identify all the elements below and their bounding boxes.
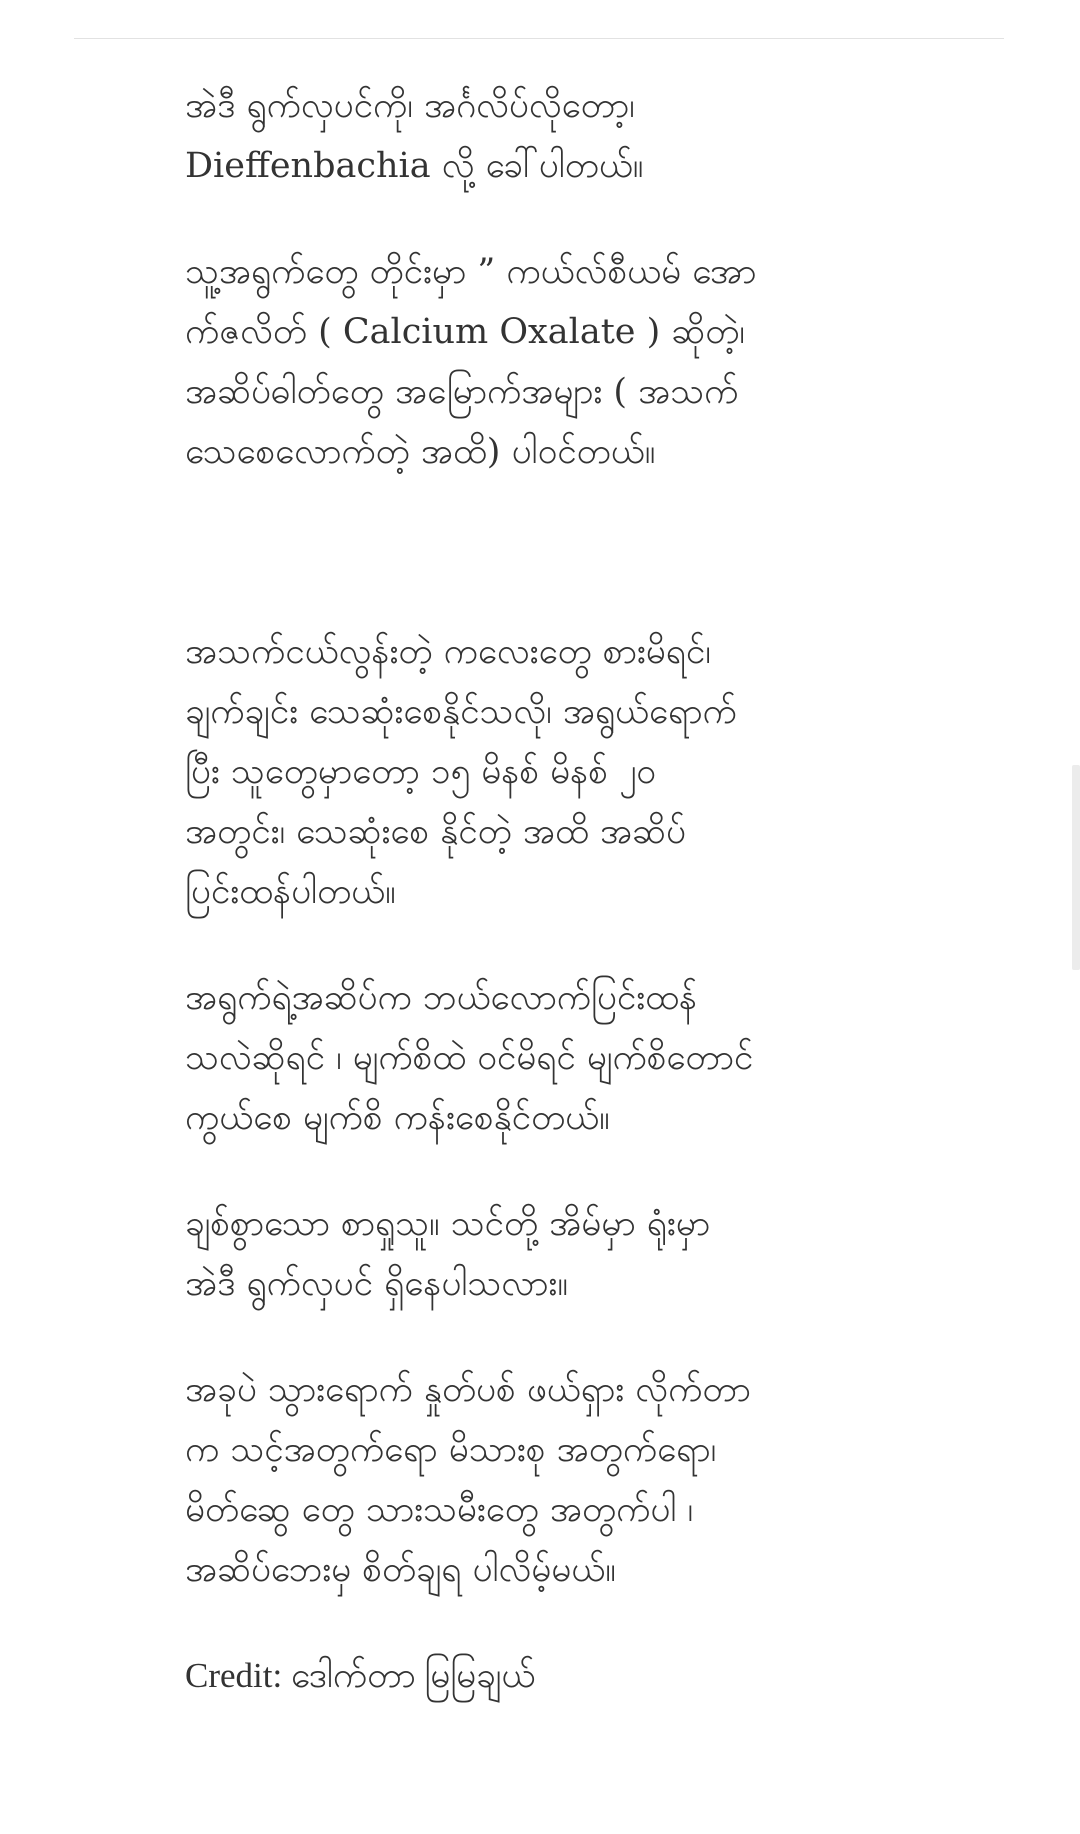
article-body xyxy=(185,76,925,1706)
scrollbar-thumb[interactable] xyxy=(1072,765,1080,970)
paragraph-plant-name: အဲဒီ ရွက်လှပင်ကို၊ အင်္ဂလိပ်လိုတော့၊ Dieffenbachia လို့ ခေါ်ပါတယ်။ xyxy=(185,86,644,186)
paragraph-question-reader: ချစ်စွာသော စာရှုသူ။ သင်တို့ အိမ်မှာ ရုံးမှာ အဲဒီ ရွက်လှပင် ရှိနေပါသလား။ xyxy=(185,1204,711,1304)
top-divider xyxy=(74,38,1004,39)
paragraph-eye-danger: အရွက်ရဲ့အဆိပ်က ဘယ်လောက်ပြင်းထန် သလဲဆိုရင် ၊ မျက်စိထဲ ဝင်မိရင် မျက်စိတောင် ကွယ်စေ မျက်စိ ကန်းစေနိုင်တယ်။ xyxy=(185,978,754,1138)
paragraph-advice: အခုပဲ သွားရောက် နှုတ်ပစ် ဖယ်ရှား လိုက်တာ က သင့်အတွက်ရော မိသားစု အတွက်ရော၊ မိတ်ဆွေ တွေ သားသမီးတွေ အတွက်ပါ ၊ အဆိပ်ဘေးမှ စိတ်ချရ ပါလိမ့်မယ်။ xyxy=(185,1370,751,1590)
credit-line: Credit: ဒေါက်တာ မြမြချယ် xyxy=(185,1656,536,1695)
paragraph-calcium-oxalate: သူ့အရွက်တွေ တိုင်းမှာ ” ကယ်လ်စီယမ် အော က်ဇလိတ် ( Calcium Oxalate ) ဆိုတဲ့၊ အဆိပ်ဓါတ်တွေ အမြောက်အများ ( အသက် သေစေလောက်တဲ့ အထိ) ပါဝင်တယ်။ xyxy=(185,252,757,472)
paragraph-danger-children: အသက်ငယ်လွန်းတဲ့ ကလေးတွေ စားမိရင်၊ ချက်ချင်း သေဆုံးစေနိုင်သလို၊ အရွယ်ရောက် ပြီး သူတွေမှာတော့ ၁၅ မိနစ် မိနစ် ၂၀ အတွင်း၊ သေဆုံးစေ နိုင်တဲ့ အထိ အဆိပ် ပြင်းထန်ပါတယ်။ xyxy=(185,632,737,912)
